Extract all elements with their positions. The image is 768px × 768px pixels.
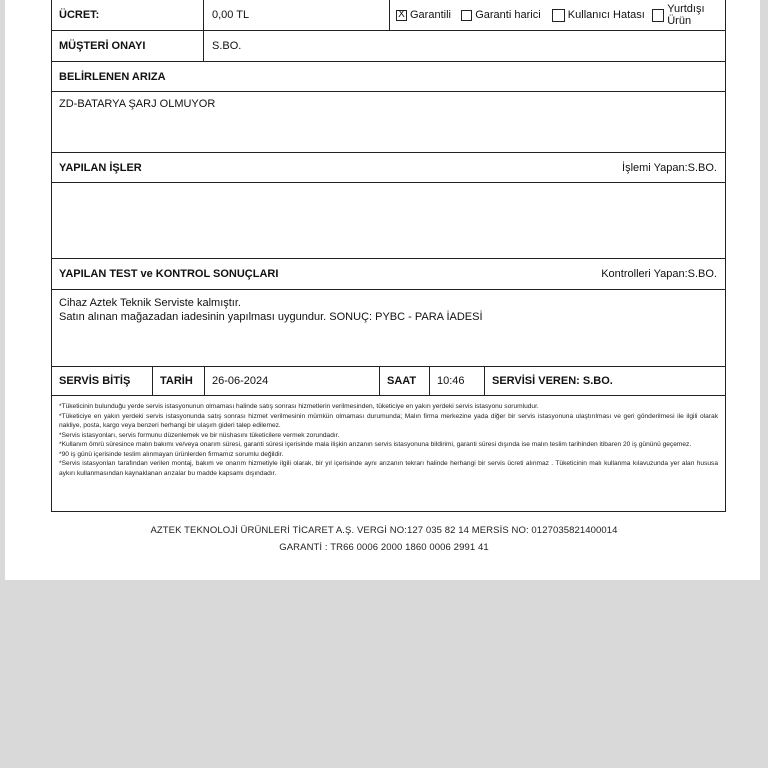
note-item: *Kullanım ömrü süresince malın bakımı ve/veya onarım süresi, garanti süresi içerisinde mala ilişkin arızanın servis istasyonuna bildirimi, garanti süresi dışında ise malın teslim tarihinden itibaren 20 iş gününü geçemez. [59, 441, 692, 448]
tests-body-row [52, 289, 725, 366]
service-form [51, 0, 726, 512]
customer-approval-label: MÜŞTERİ ONAYI [59, 40, 146, 52]
tests-controlled-by: Kontrolleri Yapan:S.BO. [601, 268, 717, 280]
tests-label: YAPILAN TEST ve KONTROL SONUÇLARI [59, 268, 279, 280]
warranty-option-label: Garanti harici [475, 9, 541, 21]
footer-company-line: AZTEK TEKNOLOJİ ÜRÜNLERİ TİCARET A.Ş. VERGİ NO:127 035 82 14 MERSİS NO: 0127035821400014 [150, 525, 618, 536]
fee-row [52, 0, 725, 30]
work-done-header-row [52, 152, 725, 182]
checkbox-unchecked[interactable] [652, 9, 664, 22]
time-value: 10:46 [429, 367, 484, 395]
fault-text: ZD-BATARYA ŞARJ OLMUYOR [59, 98, 216, 110]
tests-text [59, 296, 483, 324]
service-end-row [52, 366, 725, 395]
checkbox-unchecked[interactable] [461, 10, 472, 21]
warranty-option-kullanici-hatasi[interactable] [552, 9, 653, 22]
work-done-label: YAPILAN İŞLER [59, 161, 142, 174]
warranty-option-label: Kullanıcı Hatası [567, 9, 645, 21]
note-item: *Servis istasyonları, servis formunu düzenlemek ve bir nüshasını tüketicilere vermek zorundadır. [59, 431, 340, 439]
fault-header-row [52, 61, 725, 91]
warranty-option-yurtdisi-urun[interactable] [652, 3, 725, 27]
notes-row [52, 395, 725, 511]
date-label: TARİH [152, 367, 204, 395]
warranty-option-label: Yurtdışı Ürün [667, 3, 705, 27]
fault-label: BELİRLENEN ARIZA [59, 70, 166, 83]
fault-body-row [52, 91, 725, 152]
tests-header-row [52, 258, 725, 289]
service-given-by: SERVİSİ VEREN: S.BO. [484, 367, 725, 395]
time-label: SAAT [379, 367, 429, 395]
customer-approval-value: S.BO. [203, 31, 725, 61]
tests-line: Cihaz Aztek Teknik Serviste kalmıştır. [59, 297, 241, 309]
customer-approval-row [52, 30, 725, 61]
fee-label: ÜCRET: [59, 9, 100, 21]
note-item: *90 iş günü içerisinde teslim alınmayan ürünlerden firmamız sorumlu değildir. [59, 450, 284, 458]
footer-iban-line: GARANTİ : TR66 0006 2000 1860 0006 2991 41 [279, 542, 489, 553]
date-value: 26-06-2024 [204, 367, 379, 395]
work-done-body-row [52, 182, 725, 258]
warranty-option-garantili[interactable] [396, 9, 461, 21]
note-item: *Servis istasyonları tarafından verilen montaj, bakım ve onarım hizmetiyle ilgili olarak, bir yıl içerisinde aynı arızanın tekrarı halinde herhangi bir servis ücreti alınmaz . Tüketicinin malı kullanma kılavuzunda yer alan hususa aykırı kullanmasından kaynaklanan arızalar bu madde kapsamı dışındadır. [59, 460, 718, 477]
warranty-option-label: Garantili [410, 9, 451, 21]
tests-line: Satın alınan mağazadan iadesinin yapılması uygundur. SONUÇ: PYBC - PARA İADESİ [59, 311, 483, 323]
note-item: *Tüketicinin bulunduğu yerde servis istasyonunun olmaması halinde satış sonrası hizmetlerin verilmesinden, tüketiciye en yakın yerdeki servis istasyonu sorumludur. [59, 403, 539, 410]
warranty-options [389, 0, 725, 30]
checkbox-checked[interactable]: X [396, 10, 407, 21]
note-item: *Tüketiciye en yakın yerdeki servis istasyonunda satış sonrası hizmet verilmesinin mümkün olmaması durumunda; Malın firma merkezine yada diğer bir servis istasyonuna ulaştırılması ve geri gönderilmesi ile ilgili olarak nakliye, posta, kargo veya benzeri herhangi bir ulaşım gideri talep edilemez. [59, 412, 718, 429]
service-end-label: SERVİS BİTİŞ [59, 375, 131, 387]
warranty-option-garanti-harici[interactable] [461, 9, 552, 21]
fee-value: 0,00 TL [203, 0, 389, 30]
work-done-performed-by: İşlemi Yapan:S.BO. [622, 161, 717, 174]
checkbox-unchecked[interactable] [552, 9, 565, 22]
legal-notes [52, 396, 725, 486]
